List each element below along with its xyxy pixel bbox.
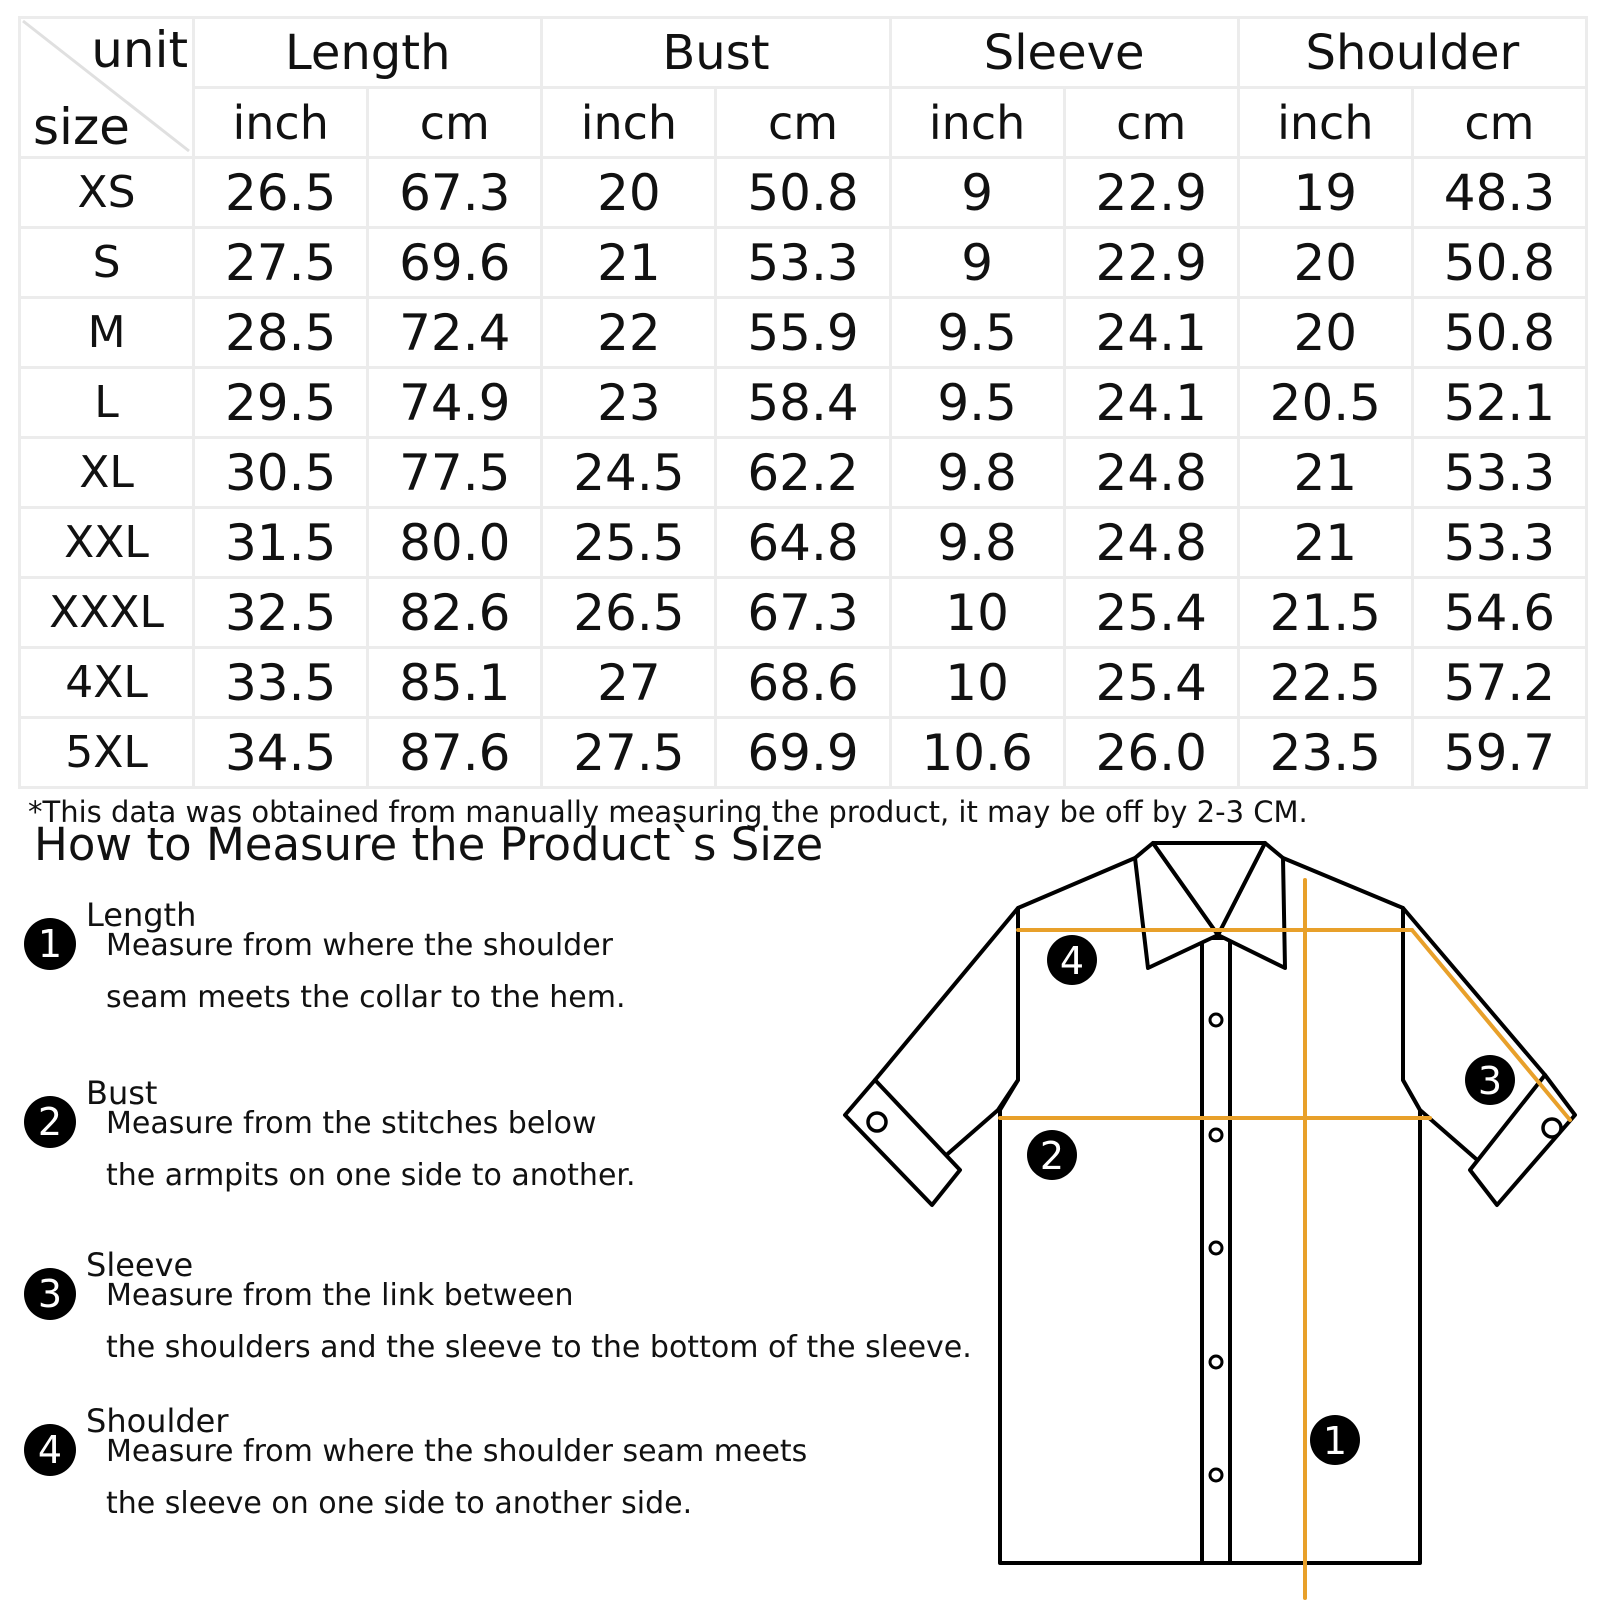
group-shoulder: Shoulder <box>1238 18 1586 88</box>
measurement-cell: 69.6 <box>368 228 542 298</box>
measurement-cell: 53.3 <box>1412 438 1586 508</box>
marker-label: 4 <box>1059 939 1085 983</box>
marker-3-icon <box>1465 1055 1515 1105</box>
corner-unit-label: unit <box>91 21 189 79</box>
step-description: Measure from where the shoulder <box>106 928 614 963</box>
measurement-cell: 50.8 <box>1412 298 1586 368</box>
measurement-cell: 25.4 <box>1064 578 1238 648</box>
step-description: seam meets the collar to the hem. <box>106 980 626 1015</box>
measurement-cell: 10 <box>890 578 1064 648</box>
number-2-icon: 2 <box>24 1096 76 1148</box>
unit-cell: cm <box>368 88 542 158</box>
group-sleeve: Sleeve <box>890 18 1238 88</box>
measurement-cell: 77.5 <box>368 438 542 508</box>
number-3-icon: 3 <box>24 1268 76 1320</box>
right-cuff-button-icon <box>1543 1119 1561 1137</box>
measurement-cell: 21.5 <box>1238 578 1412 648</box>
measurement-cell: 87.6 <box>368 718 542 788</box>
size-label: M <box>20 298 194 368</box>
measurement-cell: 21 <box>1238 508 1412 578</box>
shirt-outline-icon <box>845 843 1575 1563</box>
button-icon <box>1210 1129 1222 1141</box>
group-bust: Bust <box>542 18 890 88</box>
button-icon <box>1210 1356 1222 1368</box>
measurement-cell: 24.1 <box>1064 298 1238 368</box>
corner-size-label: size <box>33 98 130 156</box>
measurement-cell: 9.5 <box>890 368 1064 438</box>
unit-cell: inch <box>194 88 368 158</box>
measurement-cell: 9 <box>890 228 1064 298</box>
measurement-cell: 26.5 <box>194 158 368 228</box>
measurement-cell: 21 <box>1238 438 1412 508</box>
measurement-cell: 26.0 <box>1064 718 1238 788</box>
measurement-cell: 29.5 <box>194 368 368 438</box>
measurement-cell: 19 <box>1238 158 1412 228</box>
button-icon <box>1210 1014 1222 1026</box>
measurement-cell: 24.8 <box>1064 438 1238 508</box>
measurement-cell: 67.3 <box>716 578 890 648</box>
measurement-cell: 27 <box>542 648 716 718</box>
measurement-cell: 23 <box>542 368 716 438</box>
step-description: the sleeve on one side to another side. <box>106 1486 693 1521</box>
number-4-icon: 4 <box>24 1424 76 1476</box>
measurement-cell: 10 <box>890 648 1064 718</box>
measurement-cell: 64.8 <box>716 508 890 578</box>
step-description: the armpits on one side to another. <box>106 1158 636 1193</box>
step-description: Measure from where the shoulder seam meets <box>106 1434 808 1469</box>
measurement-cell: 57.2 <box>1412 648 1586 718</box>
size-label: XXL <box>20 508 194 578</box>
measurement-cell: 9.5 <box>890 298 1064 368</box>
step-description: the shoulders and the sleeve to the bottom of the sleeve. <box>106 1330 972 1365</box>
measurement-cell: 85.1 <box>368 648 542 718</box>
measurement-cell: 74.9 <box>368 368 542 438</box>
measurement-cell: 20 <box>1238 228 1412 298</box>
size-label: XL <box>20 438 194 508</box>
group-length: Length <box>194 18 542 88</box>
size-label: 5XL <box>20 718 194 788</box>
size-label: L <box>20 368 194 438</box>
measurement-cell: 20.5 <box>1238 368 1412 438</box>
measurement-cell: 50.8 <box>716 158 890 228</box>
marker-4-icon <box>1047 935 1097 985</box>
measurement-cell: 22 <box>542 298 716 368</box>
measurement-cell: 72.4 <box>368 298 542 368</box>
unit-cell: inch <box>542 88 716 158</box>
measurement-cell: 52.1 <box>1412 368 1586 438</box>
measurement-cell: 54.6 <box>1412 578 1586 648</box>
measurement-cell: 53.3 <box>1412 508 1586 578</box>
button-icon <box>1210 1469 1222 1481</box>
marker-2-icon <box>1027 1130 1077 1180</box>
measurement-cell: 68.6 <box>716 648 890 718</box>
measurement-cell: 23.5 <box>1238 718 1412 788</box>
marker-label: 2 <box>1039 1134 1065 1178</box>
measurement-cell: 33.5 <box>194 648 368 718</box>
measurement-cell: 69.9 <box>716 718 890 788</box>
step-description: Measure from the stitches below <box>106 1106 597 1141</box>
measurement-cell: 22.9 <box>1064 158 1238 228</box>
measurement-cell: 24.1 <box>1064 368 1238 438</box>
measurement-cell: 80.0 <box>368 508 542 578</box>
unit-cell: cm <box>1064 88 1238 158</box>
measurement-cell: 59.7 <box>1412 718 1586 788</box>
measurement-cell: 10.6 <box>890 718 1064 788</box>
measurement-cell: 30.5 <box>194 438 368 508</box>
measurement-cell: 22.5 <box>1238 648 1412 718</box>
size-label: XS <box>20 158 194 228</box>
button-icon <box>1210 1242 1222 1254</box>
step-title: Shoulder <box>86 1402 229 1440</box>
measurement-cell: 50.8 <box>1412 228 1586 298</box>
measurement-cell: 9.8 <box>890 438 1064 508</box>
measurement-cell: 9 <box>890 158 1064 228</box>
measurement-note: *This data was obtained from manually measuring the product, it may be off by 2-3 CM. <box>28 795 1308 829</box>
unit-cell: cm <box>1412 88 1586 158</box>
unit-cell: cm <box>716 88 890 158</box>
measurement-cell: 25.4 <box>1064 648 1238 718</box>
measurement-cell: 67.3 <box>368 158 542 228</box>
measurement-cell: 82.6 <box>368 578 542 648</box>
measurement-cell: 58.4 <box>716 368 890 438</box>
measurement-cell: 28.5 <box>194 298 368 368</box>
marker-label: 3 <box>1477 1059 1503 1103</box>
measurement-cell: 27.5 <box>542 718 716 788</box>
measurement-cell: 32.5 <box>194 578 368 648</box>
marker-1-icon <box>1310 1415 1360 1465</box>
measurement-cell: 24.8 <box>1064 508 1238 578</box>
measurement-cell: 20 <box>1238 298 1412 368</box>
measurement-cell: 20 <box>542 158 716 228</box>
measurement-cell: 21 <box>542 228 716 298</box>
size-label: XXXL <box>20 578 194 648</box>
number-1-icon: 1 <box>24 918 76 970</box>
measurement-cell: 48.3 <box>1412 158 1586 228</box>
measurement-cell: 62.2 <box>716 438 890 508</box>
measurement-cell: 9.8 <box>890 508 1064 578</box>
marker-label: 1 <box>1322 1419 1348 1463</box>
measurement-cell: 27.5 <box>194 228 368 298</box>
measurement-cell: 31.5 <box>194 508 368 578</box>
size-label: S <box>20 228 194 298</box>
step-description: Measure from the link between <box>106 1278 574 1313</box>
measurement-cell: 34.5 <box>194 718 368 788</box>
left-cuff-button-icon <box>868 1113 886 1131</box>
measurement-cell: 25.5 <box>542 508 716 578</box>
unit-cell: inch <box>890 88 1064 158</box>
measurement-cell: 26.5 <box>542 578 716 648</box>
how-to-measure-title: How to Measure the Product`s Size <box>34 818 824 871</box>
step-title: Bust <box>86 1074 158 1112</box>
step-title: Sleeve <box>86 1246 194 1284</box>
measurement-cell: 53.3 <box>716 228 890 298</box>
measurement-cell: 55.9 <box>716 298 890 368</box>
measurement-cell: 24.5 <box>542 438 716 508</box>
step-title: Length <box>86 896 197 934</box>
measurement-cell: 22.9 <box>1064 228 1238 298</box>
unit-cell: inch <box>1238 88 1412 158</box>
size-label: 4XL <box>20 648 194 718</box>
